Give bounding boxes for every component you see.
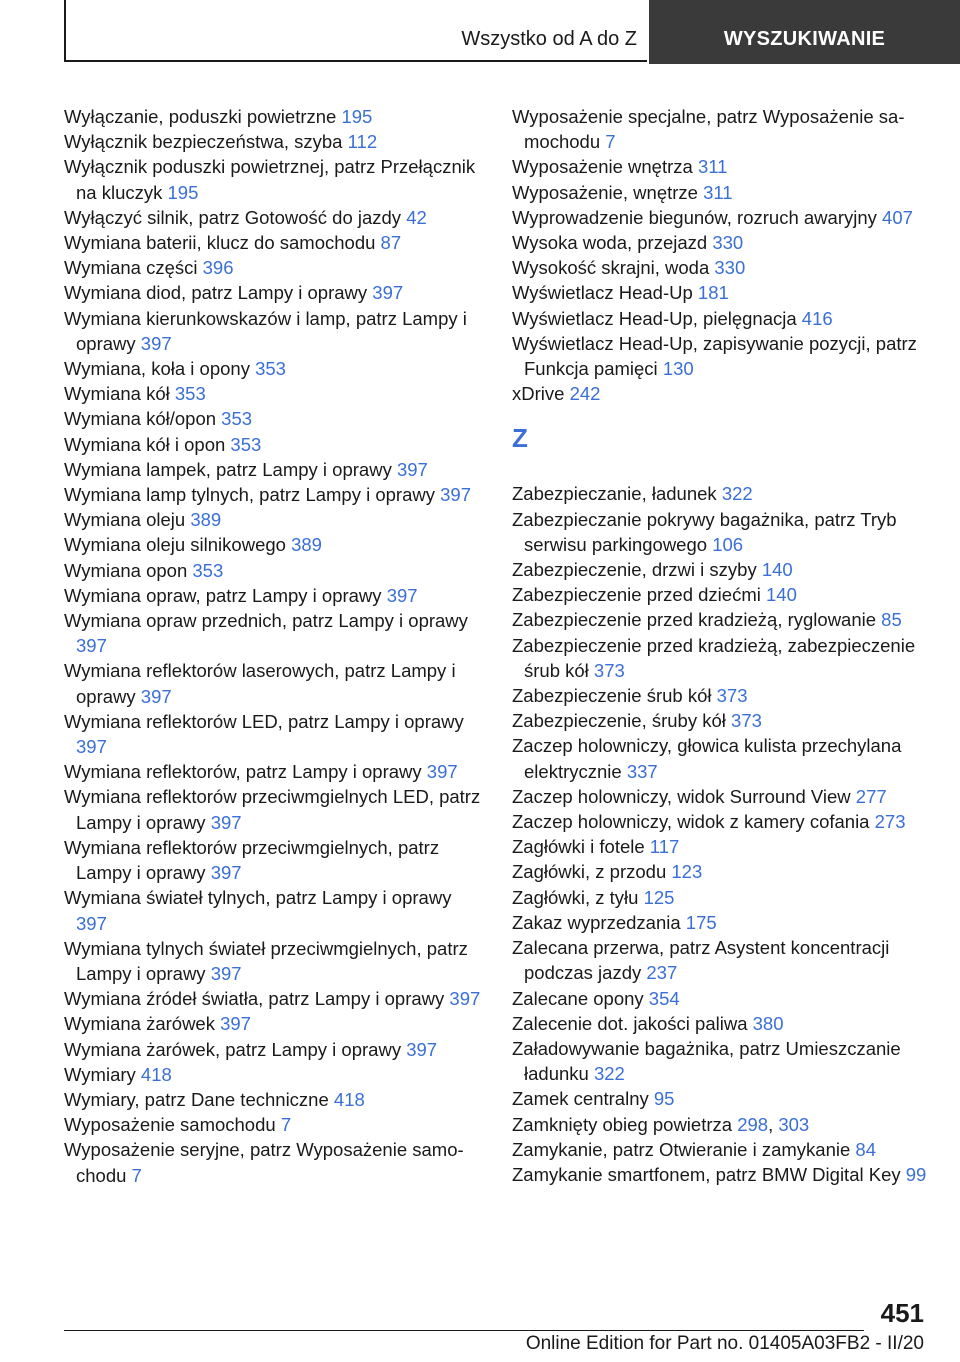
index-entry (512, 331, 932, 381)
index-entry-text: Wymiana diod, patrz Lampy i oprawy (64, 282, 368, 304)
index-entry (64, 784, 484, 834)
index-entry (64, 658, 484, 708)
index-group-w-x (512, 104, 932, 406)
page-reference-link[interactable]: 95 (653, 1088, 675, 1110)
index-entry-text: Wyłączyć silnik, patrz Gotowość do jazdy (64, 206, 402, 228)
index-entry (512, 205, 932, 230)
index-entry (64, 507, 484, 532)
index-entry (64, 885, 484, 935)
index-entry-text: Wymiana reflektorów, patrz Lampy i oprawy (64, 761, 422, 783)
index-entry-text: Wyposażenie wnętrza (512, 156, 693, 178)
index-column-right (512, 104, 932, 1187)
index-entry (64, 1037, 484, 1062)
index-entry-text: Wymiana żarówek, patrz Lampy i oprawy (64, 1038, 402, 1060)
page-reference-link[interactable]: 353 (192, 559, 224, 581)
page-reference-link[interactable]: 175 (685, 911, 717, 933)
index-entry-text: Zamknięty obieg powietrza (512, 1113, 733, 1135)
index-entry-text: Wymiana źródeł światła, patrz Lampy i oprawy (64, 988, 445, 1010)
index-entry (512, 809, 932, 834)
index-entry-text: Wyposażenie seryjne, patrz Wyposażenie samochodu (64, 1139, 464, 1186)
page-reference-link[interactable]: 397 (210, 811, 242, 833)
index-entry (64, 356, 484, 381)
page-reference-link[interactable]: 397 (76, 635, 107, 657)
index-entry (512, 1086, 932, 1111)
index-entry-text: Zabezpieczenie przed kradzieżą, ryglowanie (512, 609, 877, 631)
index-entry (64, 406, 484, 431)
index-entry (512, 859, 932, 884)
index-entry (64, 280, 484, 305)
index-entry-text: Zalecane opony (512, 987, 644, 1009)
page-number: 451 (880, 1298, 924, 1328)
index-entry (64, 835, 484, 885)
header-section-title: Wszystko od A do Z (461, 28, 637, 50)
page-reference-link[interactable]: 397 (396, 458, 428, 480)
index-entry-text: Zabezpieczenie przed dziećmi (512, 584, 761, 606)
index-entry (64, 230, 484, 255)
index-entry (64, 457, 484, 482)
page-reference-link[interactable]: 380 (752, 1012, 784, 1034)
index-group-z (512, 481, 932, 1187)
index-entry-text: Wymiana oleju (64, 509, 186, 531)
page-reference-link[interactable]: 397 (140, 332, 172, 354)
index-entry (512, 104, 932, 154)
page-reference-link[interactable]: 397 (386, 584, 418, 606)
page-reference-link[interactable]: 354 (648, 987, 680, 1009)
page-reference-link[interactable]: 195 (167, 181, 199, 203)
index-entry-text: Zalecana przerwa, patrz Asystent koncentracji podczas jazdy (512, 937, 890, 984)
page-reference-link[interactable]: 418 (333, 1088, 365, 1110)
index-entry (64, 482, 484, 507)
index-entry-text: Załadowywanie bagażnika, patrz Umieszczanie ładunku (512, 1037, 901, 1085)
index-entry-text: Wymiana opraw, patrz Lampy i oprawy (64, 584, 382, 606)
index-entry-text: Wymiana opraw przednich, patrz Lampy i oprawy (64, 610, 468, 632)
index-entry (512, 1036, 932, 1086)
index-entry (512, 733, 932, 783)
page-reference-link[interactable]: 330 (712, 232, 744, 254)
index-entry: Zamknięty obieg powietrza 298, 303 (512, 1113, 810, 1135)
index-entry-text: Wymiana lamp tylnych, patrz Lampy i oprawy (64, 484, 435, 506)
index-entry-text: Wymiana żarówek (64, 1013, 215, 1035)
index-entry-text: Zamykanie, patrz Otwieranie i zamykanie (512, 1138, 851, 1160)
page-reference-link[interactable]: 7 (605, 131, 616, 153)
index-entry-text: Wymiana opon (64, 559, 188, 581)
page-reference-link[interactable]: 373 (716, 685, 748, 707)
index-entry (512, 910, 932, 935)
index-entry (512, 784, 932, 809)
index-entry (512, 683, 932, 708)
index-entry-text: Wymiana kół (64, 383, 170, 405)
index-entry-text: Zalecenie dot. jakości paliwa (512, 1012, 748, 1034)
index-entry-text: Wymiana kierunkowskazów i lamp, patrz Lampy i oprawy (64, 307, 467, 354)
page-reference-link[interactable]: 311 (697, 156, 728, 178)
index-entry-text: Zagłówki, z przodu (512, 861, 667, 883)
index-entry-text: Zabezpieczanie pokrywy bagażnika, patrz Tryb serwisu parkingowego (512, 508, 897, 555)
page-reference-link[interactable]: 397 (372, 282, 404, 304)
index-entry-text: Wymiana baterii, klucz do samochodu (64, 232, 376, 254)
page-reference-link[interactable]: 397 (406, 1038, 438, 1060)
page-reference-link[interactable]: 181 (697, 282, 729, 304)
index-entry-text: Wyposażenie specjalne, patrz Wyposażenie samochodu (512, 106, 905, 153)
index-entry-text: Wyposażenie samochodu (64, 1114, 276, 1136)
page-reference-link[interactable]: 373 (731, 710, 762, 732)
index-entry (512, 935, 932, 985)
index-entry-text: Wymiary, patrz Dane techniczne (64, 1088, 329, 1110)
page-reference-link[interactable]: 337 (626, 760, 658, 782)
page-reference-link[interactable]: 416 (801, 307, 833, 329)
page-reference-link[interactable]: 7 (131, 1164, 142, 1186)
index-entry-text: Zabezpieczanie, ładunek (512, 483, 717, 505)
index-entry-text: Zabezpieczenie, śruby kół (512, 710, 726, 732)
page-reference-link[interactable]: 7 (280, 1114, 292, 1136)
page-reference-link[interactable]: 125 (643, 886, 675, 908)
page-reference-link[interactable]: 389 (291, 534, 322, 556)
index-entry (64, 986, 484, 1011)
index-entry (512, 230, 932, 255)
index-entry (64, 558, 484, 583)
header-search-tab[interactable] (649, 0, 960, 64)
index-entry (64, 1112, 484, 1137)
index-entry (64, 104, 484, 129)
page-reference-link[interactable]: 407 (882, 206, 913, 228)
index-entry-text: Wyłącznik poduszki powietrznej, patrz Przełącznik na kluczyk (64, 156, 476, 203)
page-reference-link[interactable]: 99 (905, 1163, 927, 1185)
index-entry-text: Wymiana oleju silnikowego (64, 534, 286, 556)
page-reference-link[interactable]: 106 (712, 533, 744, 555)
index-entry-text: Wymiary (64, 1063, 136, 1085)
index-entry-text: Wymiana świateł tylnych, patrz Lampy i oprawy (64, 887, 452, 909)
page-reference-link[interactable]: 353 (221, 408, 253, 430)
page-reference-link[interactable]: 353 (230, 433, 262, 455)
index-entry (512, 1011, 932, 1036)
page-reference-link[interactable]: 42 (406, 206, 427, 228)
page-reference-link[interactable]: 130 (662, 358, 694, 380)
page-reference-link[interactable]: 273 (874, 811, 906, 833)
index-entry (64, 1011, 484, 1036)
index-entry (512, 154, 932, 179)
index-entry-text: Wymiana reflektorów laserowych, patrz Lampy i oprawy (64, 660, 456, 707)
index-entry (512, 708, 932, 733)
page-reference-link[interactable]: 397 (210, 962, 242, 984)
index-entry-text: Zakaz wyprzedzania (512, 911, 681, 933)
page-reference-link[interactable]: 140 (761, 559, 793, 581)
index-entry-text: Zamek centralny (512, 1088, 649, 1110)
page-reference-link[interactable]: 85 (881, 609, 902, 631)
index-entry (64, 1062, 484, 1087)
index-entry-text: Wymiana reflektorów LED, patrz Lampy i oprawy (64, 710, 464, 732)
page-reference-link[interactable]: 303 (778, 1113, 810, 1135)
page-reference-link[interactable]: 397 (220, 1013, 251, 1035)
page-reference-link[interactable]: 322 (593, 1063, 625, 1085)
index-entry-text: Wymiana części (64, 257, 198, 279)
index-entry (512, 507, 932, 557)
index-entry-text: Zamykanie smartfonem, patrz BMW Digital Key (512, 1163, 901, 1185)
page-reference-link[interactable]: 84 (855, 1138, 876, 1160)
footer-divider (64, 1330, 864, 1331)
index-entry-text: Wymiana lampek, patrz Lampy i oprawy (64, 458, 392, 480)
page-reference-link[interactable]: 242 (569, 383, 601, 405)
page-reference-link[interactable]: 397 (426, 761, 458, 783)
page-reference-link[interactable]: 123 (671, 861, 703, 883)
index-entry-text: Wyposażenie, wnętrze (512, 181, 698, 203)
index-entry-text: Zaczep holowniczy, głowica kulista przechylana elektrycznie (512, 735, 902, 782)
index-entry-text: Zagłówki, z tyłu (512, 886, 639, 908)
page-reference-link[interactable]: 397 (76, 912, 107, 934)
header-section-box (64, 0, 647, 62)
index-entry-text: Wyłączanie, poduszki powietrzne (64, 106, 337, 127)
index-entry (64, 129, 484, 154)
index-entry (64, 381, 484, 406)
footer-edition: Online Edition for Part no. 01405A03FB2 - II/20 (525, 1333, 924, 1354)
index-entry (64, 583, 484, 608)
index-entry (64, 255, 484, 280)
page-reference-link[interactable]: 397 (210, 862, 242, 884)
index-entry (512, 557, 932, 582)
page-reference-link[interactable]: 322 (721, 483, 753, 505)
header-tab-label: WYSZUKIWANIE (723, 28, 886, 50)
index-entry (512, 885, 932, 910)
index-entry (512, 481, 932, 506)
index-entry-text: Wyświetlacz Head-Up, zapisywanie pozycji, patrz Funkcja pamięci (512, 332, 917, 380)
index-entry (64, 936, 484, 986)
index-entry-text: Wymiana kół i opon (64, 433, 226, 455)
page-reference-link[interactable]: 140 (766, 584, 797, 606)
page-reference-link[interactable]: 397 (440, 484, 472, 506)
index-entry (64, 432, 484, 457)
index-entry (64, 154, 484, 204)
index-entry (512, 1162, 932, 1187)
index-entry (64, 709, 484, 759)
index-entry (512, 834, 932, 859)
index-entry-text: Zabezpieczenie śrub kół (512, 685, 712, 707)
index-entry-text: Wyświetlacz Head-Up (512, 282, 693, 304)
index-entry-text: xDrive (512, 383, 565, 405)
page-reference-link[interactable]: 237 (646, 962, 678, 984)
index-entry-text: Wymiana reflektorów przeciwmgielnych, patrz Lampy i oprawy (64, 836, 440, 884)
index-entry-text: Wymiana reflektorów przeciwmgielnych LED, patrz Lampy i oprawy (64, 786, 481, 833)
index-entry (512, 582, 932, 607)
index-entry-text: Wymiana tylnych świateł przeciwmgielnych, patrz Lampy i oprawy (64, 937, 468, 984)
section-letter-z: Z (512, 423, 528, 454)
index-entry-text: Zaczep holowniczy, widok Surround View (512, 785, 851, 807)
page-reference-link[interactable]: 418 (140, 1063, 172, 1085)
index-entry-text: Zabezpieczenie przed kradzieżą, zabezpieczenie śrub kół (512, 634, 916, 681)
page-reference-link[interactable]: 397 (140, 685, 172, 707)
index-entry-text: Wyświetlacz Head-Up, pielęgnacja (512, 307, 797, 329)
index-entry (512, 306, 932, 331)
index-entry (64, 306, 484, 356)
index-entry-text: Wyprowadzenie biegunów, rozruch awaryjny (512, 206, 877, 228)
index-entry (64, 1087, 484, 1112)
page-reference-link[interactable]: 396 (202, 257, 234, 279)
index-entry (512, 280, 932, 305)
page-reference-link[interactable]: 195 (341, 106, 373, 127)
index-entry (512, 180, 932, 205)
page-reference-link[interactable]: 87 (380, 232, 402, 254)
index-entry-text: Zabezpieczenie, drzwi i szyby (512, 559, 757, 581)
page-reference-link[interactable]: 330 (714, 257, 746, 279)
index-entry (512, 986, 932, 1011)
index-entry (512, 1137, 932, 1162)
page-reference-link[interactable]: 298 (737, 1113, 769, 1135)
page-header (64, 0, 960, 64)
index-entry (64, 1137, 484, 1187)
index-entry (64, 532, 484, 557)
index-entry (512, 255, 932, 280)
index-entry-text: Wyłącznik bezpieczeństwa, szyba (64, 131, 343, 153)
page-reference-link[interactable]: 397 (76, 736, 107, 758)
index-column-left (64, 104, 484, 1188)
page-reference-link[interactable]: 353 (255, 358, 286, 380)
index-entry (64, 608, 484, 658)
index-entry (512, 381, 932, 406)
index-entry-text: Wymiana kół/opon (64, 408, 217, 430)
index-entry (64, 205, 484, 230)
page-reference-link[interactable]: 117 (649, 836, 680, 858)
page-reference-link[interactable]: 112 (347, 131, 378, 153)
page-reference-link[interactable]: 311 (703, 181, 733, 203)
index-entry-text: Wysoka woda, przejazd (512, 232, 708, 254)
page-reference-link[interactable]: 389 (190, 509, 222, 531)
index-entry-text: Zaczep holowniczy, widok z kamery cofania (512, 811, 870, 833)
page-reference-link[interactable]: 373 (593, 659, 625, 681)
page-reference-link[interactable]: 397 (449, 988, 481, 1010)
page-reference-link[interactable]: 353 (174, 383, 206, 405)
index-entry-text: Wysokość skrajni, woda (512, 257, 710, 279)
index-entry-text: Zagłówki i fotele (512, 836, 645, 858)
index-entry-text: Wymiana, koła i opony (64, 358, 250, 380)
index-entry (64, 759, 484, 784)
index-entry (512, 607, 932, 632)
page-reference-link[interactable]: 277 (855, 785, 887, 807)
index-entry (512, 633, 932, 683)
